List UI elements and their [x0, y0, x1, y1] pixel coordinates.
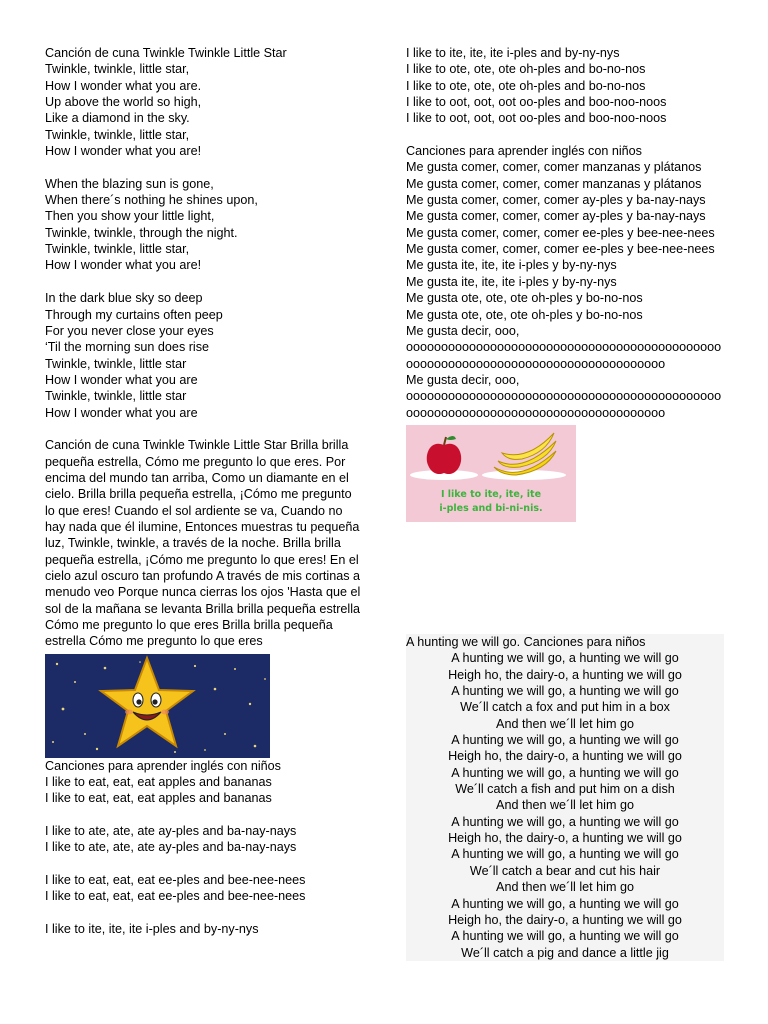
lyric-line: I like to ite, ite, ite i-ples and by-ny-nys [406, 46, 620, 60]
lyric-line: oooooooooooooooooooooooooooooooooooooooooooooooooooooooooooooooooooooooooooooooooo [406, 389, 722, 420]
lyric-line: And then we´ll let him go [496, 716, 634, 731]
lyric-line: Twinkle, twinkle, little star [45, 389, 187, 404]
lyric-line: oooooooooooooooooooooooooooooooooooooooooooooooooooooooooooooooooooooooooooooooooo [406, 340, 722, 371]
lyric-line: How I wonder what you are [45, 372, 198, 387]
spanish-song-lines [406, 143, 724, 421]
lyric-line: I like to eat, eat, eat apples and bananas [45, 791, 272, 806]
lyric-line: How I wonder what you are [45, 405, 198, 420]
lyric-line: Me gusta ote, ote, ote oh-ples y bo-no-nos [406, 291, 643, 306]
lyric-line: Me gusta comer, comer, comer ay-ples y ba-nay-nays [406, 209, 706, 224]
lyric-line: Up above the world so high, [45, 95, 202, 110]
lyric-line: A hunting we will go, a hunting we will go [451, 847, 679, 862]
songs-block [45, 758, 363, 938]
lyric-line: I like to oot, oot, oot oo-ples and boo-noo-noos [406, 95, 667, 110]
lyric-line: ‘Til the morning sun does rise [45, 340, 210, 355]
lyrics-stanza-3 [45, 290, 363, 421]
lyric-line: Heigh ho, the dairy-o, a hunting we will go [448, 912, 682, 927]
hunting-song-block [406, 634, 724, 961]
lyric-line: A hunting we will go, a hunting we will go [451, 896, 679, 911]
lyric-line: How I wonder what you are! [45, 258, 202, 273]
lyric-line: And then we´ll let him go [496, 798, 634, 813]
lyric-line: Twinkle, twinkle, little star, [45, 242, 190, 257]
spanish-translation-paragraph: Canción de cuna Twinkle Twinkle Little Star Brilla brilla pequeña estrella, Cómo me pregunto lo que eres. Por encima del mundo tan arriba, Como un diamante en el cielo. Brilla brilla pequeña estrella, ¡Cómo me pregunto lo que eres! Cuando el sol ardiente se va, Cuando no hay nada que él ilumine, Entonces muestras tu pequeña luz, Twinkle, twinkle, a través de la noche. Brilla brilla pequeña estrella, ¡Cómo me pregunto lo que eres! En el cielo azul oscuro tan profundo A través de mis cortinas a menudo veo Porque nunca cierras los ojos 'Hasta que el sol de la mañana se levanta Brilla brilla pequeña estrella Cómo me pregunto lo que eres Brilla brilla pequeña estrella Cómo me pregunto lo que eres [45, 438, 361, 649]
lyric-line: A hunting we will go, a hunting we will go [451, 733, 679, 748]
lyrics-stanza-1 [45, 45, 363, 159]
lyric-line: A hunting we will go, a hunting we will go [451, 814, 679, 829]
lyric-line: We´ll catch a bear and cut his hair [469, 863, 661, 878]
lyric-line: In the dark blue sky so deep [45, 291, 203, 306]
lyric-line: Canción de cuna Twinkle Twinkle Little Star [45, 46, 287, 60]
lyric-line: How I wonder what you are! [45, 144, 202, 159]
star-illustration-icon [45, 654, 270, 758]
lyric-line: I like to ite, ite, ite i-ples and by-ny-nys [45, 922, 259, 937]
lyric-line: A hunting we will go, a hunting we will go [451, 929, 679, 944]
lyric-line: Twinkle, twinkle, little star [45, 356, 187, 371]
lyric-line: When there´s nothing he shines upon, [45, 193, 258, 208]
lyric-line: I like to eat, eat, eat ee-ples and bee-nee-nees [45, 873, 306, 888]
lyric-line: I like to ate, ate, ate ay-ples and ba-nay-nays [45, 824, 297, 839]
lyric-line: A hunting we will go, a hunting we will go [451, 684, 679, 699]
lyric-line: A hunting we will go, a hunting we will go [451, 651, 679, 666]
lyric-line: Me gusta decir, ooo, [406, 372, 520, 387]
lyric-line: I like to eat, eat, eat apples and bananas [45, 775, 272, 790]
lyric-line: Canciones para aprender inglés con niños [45, 758, 281, 773]
lyric-line: I like to ote, ote, ote oh-ples and bo-no-nos [406, 78, 646, 93]
lyric-line: Me gusta comer, comer, comer ee-ples y bee-nee-nees [406, 225, 715, 240]
lyric-line: Me gusta ite, ite, ite i-ples y by-ny-nys [406, 258, 617, 273]
hunting-song-title: A hunting we will go. Canciones para niños [406, 635, 646, 649]
lyric-line: I like to ate, ate, ate ay-ples and ba-nay-nays [45, 840, 297, 855]
left-column [45, 45, 363, 938]
apple-banana-icon [406, 425, 576, 522]
lyric-line: I like to ote, ote, ote oh-ples and bo-no-nos [406, 62, 646, 77]
caption-line-2: i-ples and bi-ni-nis. [439, 502, 543, 514]
lyric-line: Me gusta comer, comer, comer ee-ples y bee-nee-nees [406, 242, 715, 257]
lyric-line: Through my curtains often peep [45, 307, 223, 322]
lyric-line: And then we´ll let him go [496, 880, 634, 895]
lyric-line: Me gusta comer, comer, comer manzanas y plátanos [406, 160, 702, 175]
lyric-line: Me gusta comer, comer, comer manzanas y plátanos [406, 176, 702, 191]
lyric-line: We´ll catch a pig and dance a little jig [461, 945, 669, 960]
lyric-line: For you never close your eyes [45, 323, 214, 338]
lyric-line: Heigh ho, the dairy-o, a hunting we will go [448, 831, 682, 846]
lyric-line: We´ll catch a fish and put him on a dish [455, 782, 675, 797]
lyric-line: Heigh ho, the dairy-o, a hunting we will go [448, 667, 682, 682]
lyrics-stanza-2 [45, 176, 363, 274]
lyric-line: Twinkle, twinkle, through the night. [45, 225, 238, 240]
hunting-song-lyrics [406, 650, 724, 961]
lyric-line: Heigh ho, the dairy-o, a hunting we will go [448, 749, 682, 764]
right-column [406, 45, 724, 522]
caption-line-1: I like to ite, ite, ite [440, 488, 542, 500]
lyric-line: A hunting we will go, a hunting we will go [451, 765, 679, 780]
english-song-lines [406, 45, 724, 127]
apple-banana-image [406, 425, 576, 522]
lyric-line: I like to oot, oot, oot oo-ples and boo-noo-noos [406, 111, 667, 126]
lyric-line: Me gusta ote, ote, ote oh-ples y bo-no-nos [406, 307, 643, 322]
lyric-line: How I wonder what you are. [45, 78, 202, 93]
lyric-line: Me gusta ite, ite, ite i-ples y by-ny-nys [406, 274, 617, 289]
lyric-line: When the blazing sun is gone, [45, 176, 214, 191]
lyric-line: We´ll catch a fox and put him in a box [460, 700, 670, 715]
lyric-line: Canciones para aprender inglés con niños [406, 144, 642, 159]
lyric-line: Me gusta comer, comer, comer ay-ples y ba-nay-nays [406, 193, 706, 208]
lyric-line: I like to eat, eat, eat ee-ples and bee-nee-nees [45, 889, 306, 904]
smiling-star-image [45, 654, 270, 758]
lyric-line: Me gusta decir, ooo, [406, 323, 520, 338]
lyric-line: Then you show your little light, [45, 209, 215, 224]
lyric-line: Like a diamond in the sky. [45, 111, 190, 126]
lyric-line: Twinkle, twinkle, little star, [45, 62, 190, 77]
lyric-line: Twinkle, twinkle, little star, [45, 127, 190, 142]
